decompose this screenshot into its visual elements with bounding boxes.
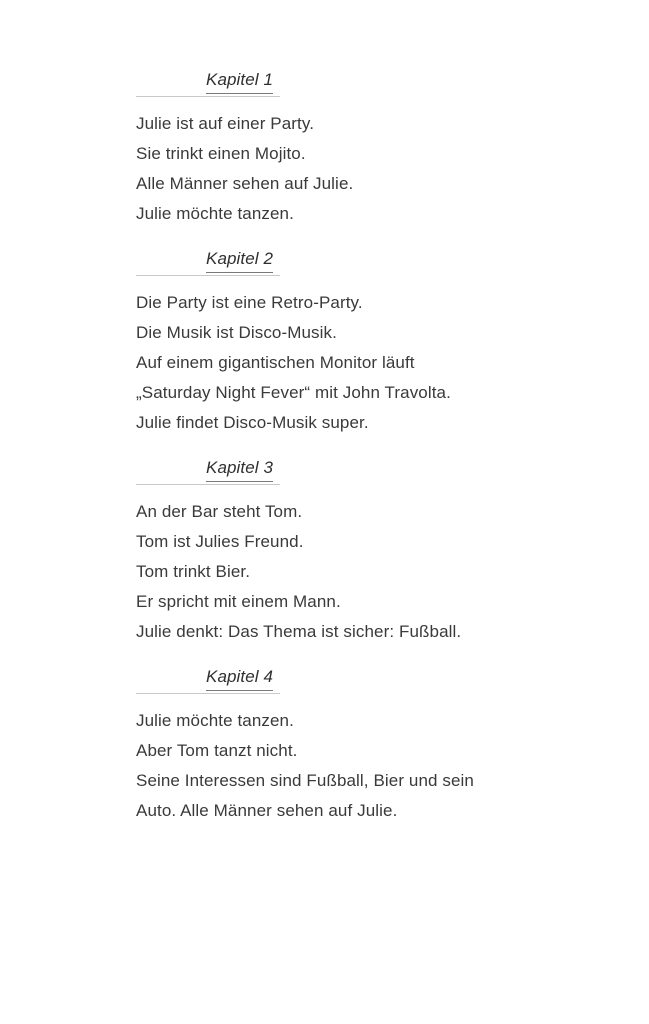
- text-line: Julie möchte tanzen.: [136, 711, 294, 730]
- text-line: Julie möchte tanzen.: [136, 204, 294, 223]
- text-line: Tom ist Julies Freund.: [136, 532, 304, 551]
- text-line: Tom trinkt Bier.: [136, 562, 251, 581]
- text-line: An der Bar steht Tom.: [136, 502, 303, 521]
- document-page: [136, 68, 616, 844]
- text-line: Julie denkt: Das Thema ist sicher: Fußball.: [136, 622, 462, 641]
- chapter-3: [136, 456, 616, 647]
- text-line: Die Party ist eine Retro-Party.: [136, 293, 363, 312]
- text-line: „Saturday Night Fever“ mit John Travolta.: [136, 383, 451, 402]
- text-line: Julie ist auf einer Party.: [136, 114, 315, 133]
- text-line: Seine Interessen sind Fußball, Bier und sein: [136, 771, 474, 790]
- chapter-heading: [136, 247, 280, 276]
- chapter-heading: [136, 665, 280, 694]
- chapter-title: Kapitel 3: [206, 456, 273, 482]
- chapter-heading: [136, 456, 280, 485]
- chapter-title: Kapitel 4: [206, 665, 273, 691]
- text-line: Julie findet Disco-Musik super.: [136, 413, 369, 432]
- chapter-title: Kapitel 1: [206, 68, 273, 94]
- text-line: Auf einem gigantischen Monitor läuft: [136, 353, 415, 372]
- chapter-heading: [136, 68, 280, 97]
- text-line: Alle Männer sehen auf Julie.: [136, 174, 354, 193]
- chapter-2: [136, 247, 616, 438]
- text-line: Auto. Alle Männer sehen auf Julie.: [136, 801, 398, 820]
- text-line: Er spricht mit einem Mann.: [136, 592, 341, 611]
- chapter-title: Kapitel 2: [206, 247, 273, 273]
- text-line: Die Musik ist Disco-Musik.: [136, 323, 337, 342]
- text-line: Aber Tom tanzt nicht.: [136, 741, 298, 760]
- chapter-1: [136, 68, 616, 229]
- text-line: Sie trinkt einen Mojito.: [136, 144, 306, 163]
- chapter-4: [136, 665, 616, 826]
